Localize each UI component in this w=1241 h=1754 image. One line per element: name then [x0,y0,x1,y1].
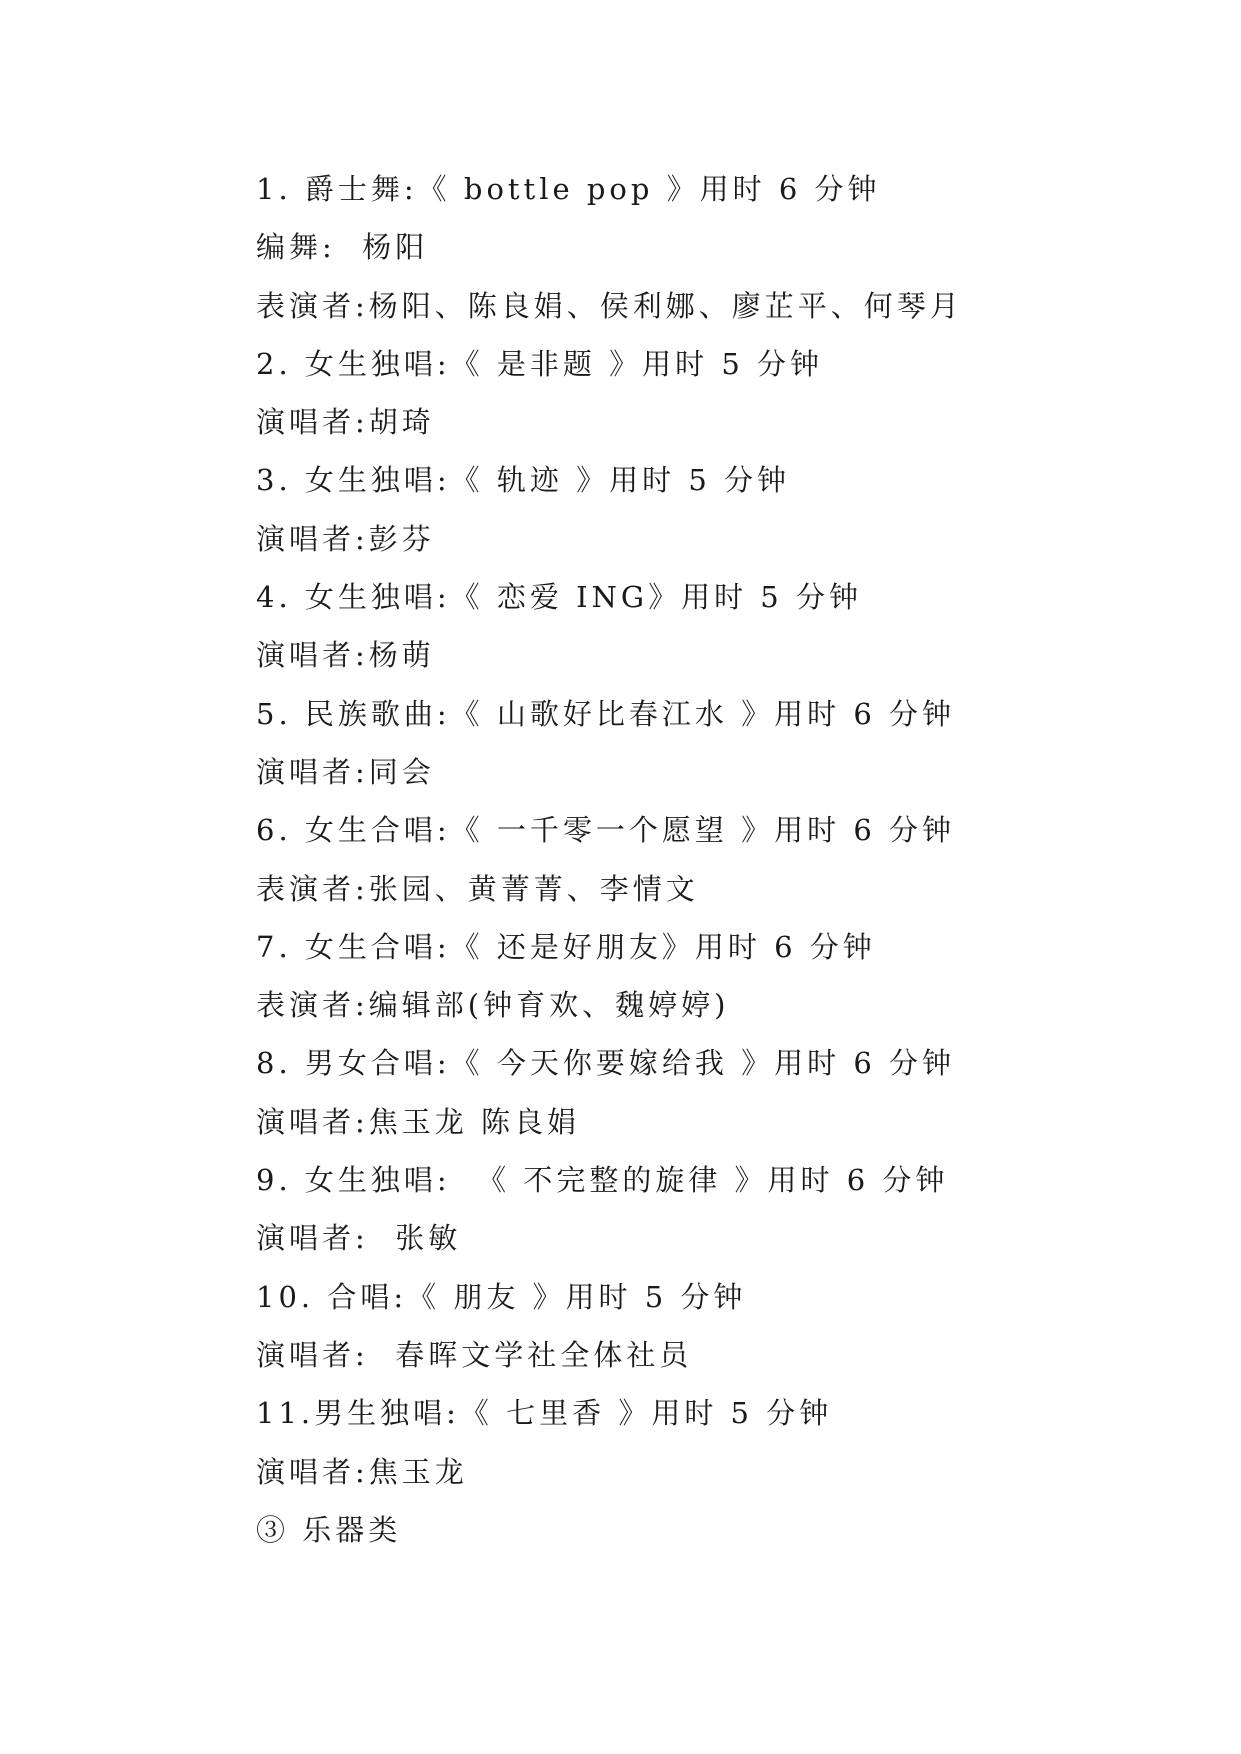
program-item-8-title: 8. 男女合唱:《 今天你要嫁给我 》用时 6 分钟 [256,1046,955,1081]
program-item-9-singer: 演唱者: 张敏 [256,1221,462,1256]
program-item-4-title: 4. 女生独唱:《 恋爱 ING》用时 5 分钟 [256,580,862,615]
program-item-6-performers: 表演者:张园、黄菁菁、李情文 [256,871,699,906]
program-list [256,160,1156,1559]
program-item-5-singer: 演唱者:同会 [256,754,435,789]
program-item-1-title: 1. 爵士舞:《 bottle pop 》用时 6 分钟 [256,172,881,206]
program-item-10-title: 10. 合唱:《 朋友 》用时 5 分钟 [256,1279,747,1314]
program-item-4-singer: 演唱者:杨萌 [256,638,435,673]
program-item-5-title: 5. 民族歌曲:《 山歌好比春江水 》用时 6 分钟 [256,696,955,731]
program-item-2-singer: 演唱者:胡琦 [256,405,435,440]
program-item-6-title: 6. 女生合唱:《 一千零一个愿望 》用时 6 分钟 [256,813,955,848]
program-item-9-title: 9. 女生独唱: 《 不完整的旋律 》用时 6 分钟 [256,1163,949,1198]
program-item-2-title: 2. 女生独唱:《 是非题 》用时 5 分钟 [256,346,823,381]
program-item-3-singer: 演唱者:彭芬 [256,521,435,556]
program-item-8-singers: 演唱者:焦玉龙 陈良娟 [256,1104,580,1139]
program-item-11-singer: 演唱者:焦玉龙 [256,1454,468,1489]
program-item-1-choreographer: 编舞: 杨阳 [256,230,429,265]
program-item-10-singers: 演唱者: 春晖文学社全体社员 [256,1337,693,1372]
program-item-7-title: 7. 女生合唱:《 还是好朋友》用时 6 分钟 [256,929,876,964]
program-item-3-title: 3. 女生独唱:《 轨迹 》用时 5 分钟 [256,463,790,498]
program-item-7-performers: 表演者:编辑部(钟育欢、魏婷婷) [256,988,730,1023]
program-item-1-performers: 表演者:杨阳、陈良娟、侯利娜、廖芷平、何琴月 [256,288,963,323]
section-heading-instruments: ③ 乐器类 [256,1512,402,1547]
program-item-11-title: 11.男生独唱:《 七里香 》用时 5 分钟 [256,1396,833,1431]
